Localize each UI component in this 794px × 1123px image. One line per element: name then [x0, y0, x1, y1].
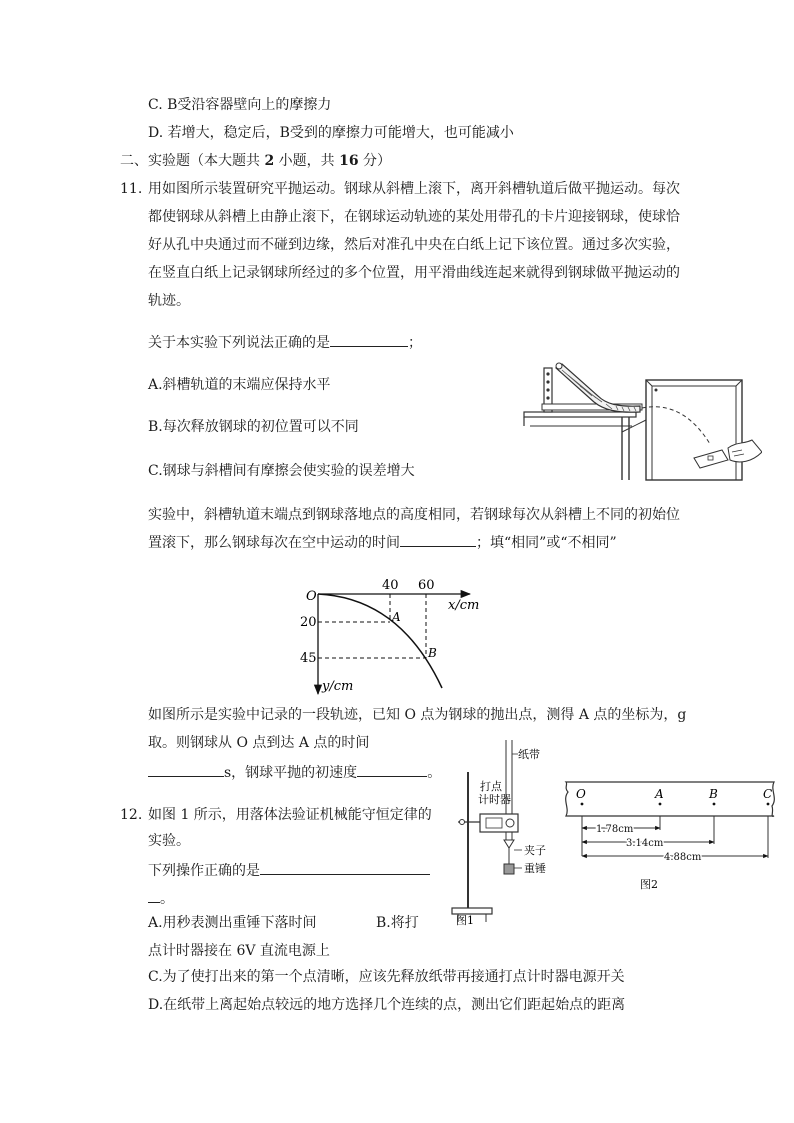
- figure-1-caption: 图1: [456, 914, 474, 926]
- q11-part2-line-2: [148, 532, 617, 552]
- origin-label: O: [306, 589, 317, 604]
- projectile-apparatus-figure: [522, 360, 762, 482]
- q11-part3-line-1: 如图所示是实验中记录的一段轨迹，已知 O 点为钢球的抛出点，测得 A 点的坐标为，g: [148, 707, 687, 723]
- q11-part3-mid: s，钢球平抛的初速度: [224, 765, 358, 781]
- q12-option-a: A.用秒表测出重锤下落时间: [148, 915, 317, 931]
- q12-question: 下列操作正确的是: [148, 863, 260, 879]
- q12-option-b: B.将打: [376, 915, 419, 931]
- q12-option-c: C.为了使打出来的第一个点清晰，应该先释放纸带再接通打点计时器电源开关: [148, 969, 625, 985]
- distance-ob: 3.14cm: [626, 838, 664, 849]
- distance-oc: 4.88cm: [664, 852, 702, 863]
- q12-line-3: [148, 860, 430, 880]
- figure-1-free-fall-apparatus: [448, 740, 564, 926]
- figure-2-caption: 图2: [640, 878, 658, 891]
- y-tick-20: 20: [300, 615, 317, 630]
- timer-label-line-1: 打点: [480, 780, 502, 793]
- q11-intro-line-1: 用如图所示装置研究平抛运动。钢球从斜槽上滚下，离开斜槽轨道后做平抛运动。每次: [148, 181, 680, 197]
- section-heading-suffix: 分）: [358, 153, 392, 169]
- q11-velocity-answer-blank[interactable]: [357, 762, 427, 777]
- q12-line-1: 如图 1 所示，用落体法验证机械能守恒定律的: [148, 807, 432, 823]
- tape-label: 纸带: [518, 748, 540, 761]
- timer-label-line-2: 计时器: [478, 793, 511, 806]
- q12-line-4-end: 。: [160, 891, 174, 907]
- q11-intro-line-4: 在竖直白纸上记录钢球所经过的多个位置，用平滑曲线连起来就得到钢球做平抛运动的: [148, 265, 680, 281]
- distance-oa: 1.78cm: [596, 824, 634, 835]
- q11-number: 11.: [120, 181, 143, 197]
- q11-part2-prefix: 置滚下，那么钢球每次在空中运动的时间: [148, 535, 400, 551]
- q12-answer-blank[interactable]: [260, 860, 430, 875]
- tape-point-a: A: [655, 787, 664, 801]
- q11-option-b: B.每次释放钢球的初位置可以不同: [148, 419, 359, 435]
- trajectory-graph: [300, 576, 490, 700]
- figure-2-paper-tape: [560, 776, 780, 894]
- q12-line-4: [148, 888, 174, 908]
- q10-option-c: C. B受沿容器壁向上的摩擦力: [148, 97, 332, 113]
- tape-point-c: C: [763, 787, 773, 801]
- q11-time-answer-blank[interactable]: [148, 762, 224, 777]
- q11-part3-line-3: [148, 762, 441, 782]
- q11-part3-line-2: 取。则钢球从 O 点到达 A 点的时间: [148, 735, 370, 751]
- section-total-score: 16: [339, 153, 359, 169]
- q11-part1-question: [148, 332, 422, 352]
- q11-part3-end: 。: [427, 765, 442, 781]
- q11-intro-line-2: 都使钢球从斜槽上由静止滚下，在钢球运动轨迹的某处用带孔的卡片迎接钢球，使球恰: [148, 209, 680, 225]
- section-heading-prefix: 二、实验题（本大题共: [120, 153, 265, 169]
- q11-option-c: C.钢球与斜槽间有摩擦会使实验的误差增大: [148, 463, 415, 479]
- clip-label: 夹子: [524, 844, 546, 857]
- section-question-count: 2: [264, 153, 275, 169]
- weight-label: 重锤: [524, 862, 546, 875]
- q12-option-b-continued: 点计时器接在 6V 直流电源上: [148, 943, 330, 959]
- tape-point-o: O: [576, 787, 586, 801]
- q11-intro-line-3: 好从孔中央通过而不碰到边缘，然后对准孔中央在白纸上记下该位置。通过多次实验，: [148, 237, 680, 253]
- y-tick-45: 45: [300, 651, 317, 666]
- q11-part2-line-1: 实验中，斜槽轨道末端点到钢球落地点的高度相同，若钢球每次从斜槽上不同的初始位: [148, 507, 680, 523]
- q11-part1-answer-blank[interactable]: [330, 332, 408, 347]
- q11-option-a: A.斜槽轨道的末端应保持水平: [148, 377, 331, 393]
- q11-part2-suffix: ；填“相同”或“不相同”: [476, 535, 617, 551]
- q12-answer-blank-cont[interactable]: [148, 888, 160, 903]
- point-b-label: B: [428, 646, 437, 660]
- tape-point-b: B: [709, 787, 718, 801]
- section-heading: [120, 152, 391, 170]
- q12-number: 12.: [120, 807, 143, 823]
- y-axis-label: y/cm: [322, 679, 354, 694]
- q11-part1-suffix: ；: [408, 335, 422, 351]
- point-a-label: A: [392, 610, 401, 624]
- q11-part2-answer-blank[interactable]: [400, 532, 476, 547]
- q12-option-d: D.在纸带上离起始点较远的地方选择几个连续的点，测出它们距起始点的距离: [148, 997, 626, 1013]
- x-tick-40: 40: [382, 578, 399, 593]
- q10-option-d: D. 若增大，稳定后，B受到的摩擦力可能增大，也可能减小: [148, 125, 514, 141]
- q11-part1-prefix: 关于本实验下列说法正确的是: [148, 335, 330, 351]
- q11-intro-line-5: 轨迹。: [148, 293, 190, 309]
- trajectory-curve: [318, 594, 442, 688]
- q12-line-2: 实验。: [148, 833, 190, 849]
- section-heading-mid: 小题，共: [274, 153, 340, 169]
- x-tick-60: 60: [418, 578, 435, 593]
- x-axis-label: x/cm: [448, 598, 480, 613]
